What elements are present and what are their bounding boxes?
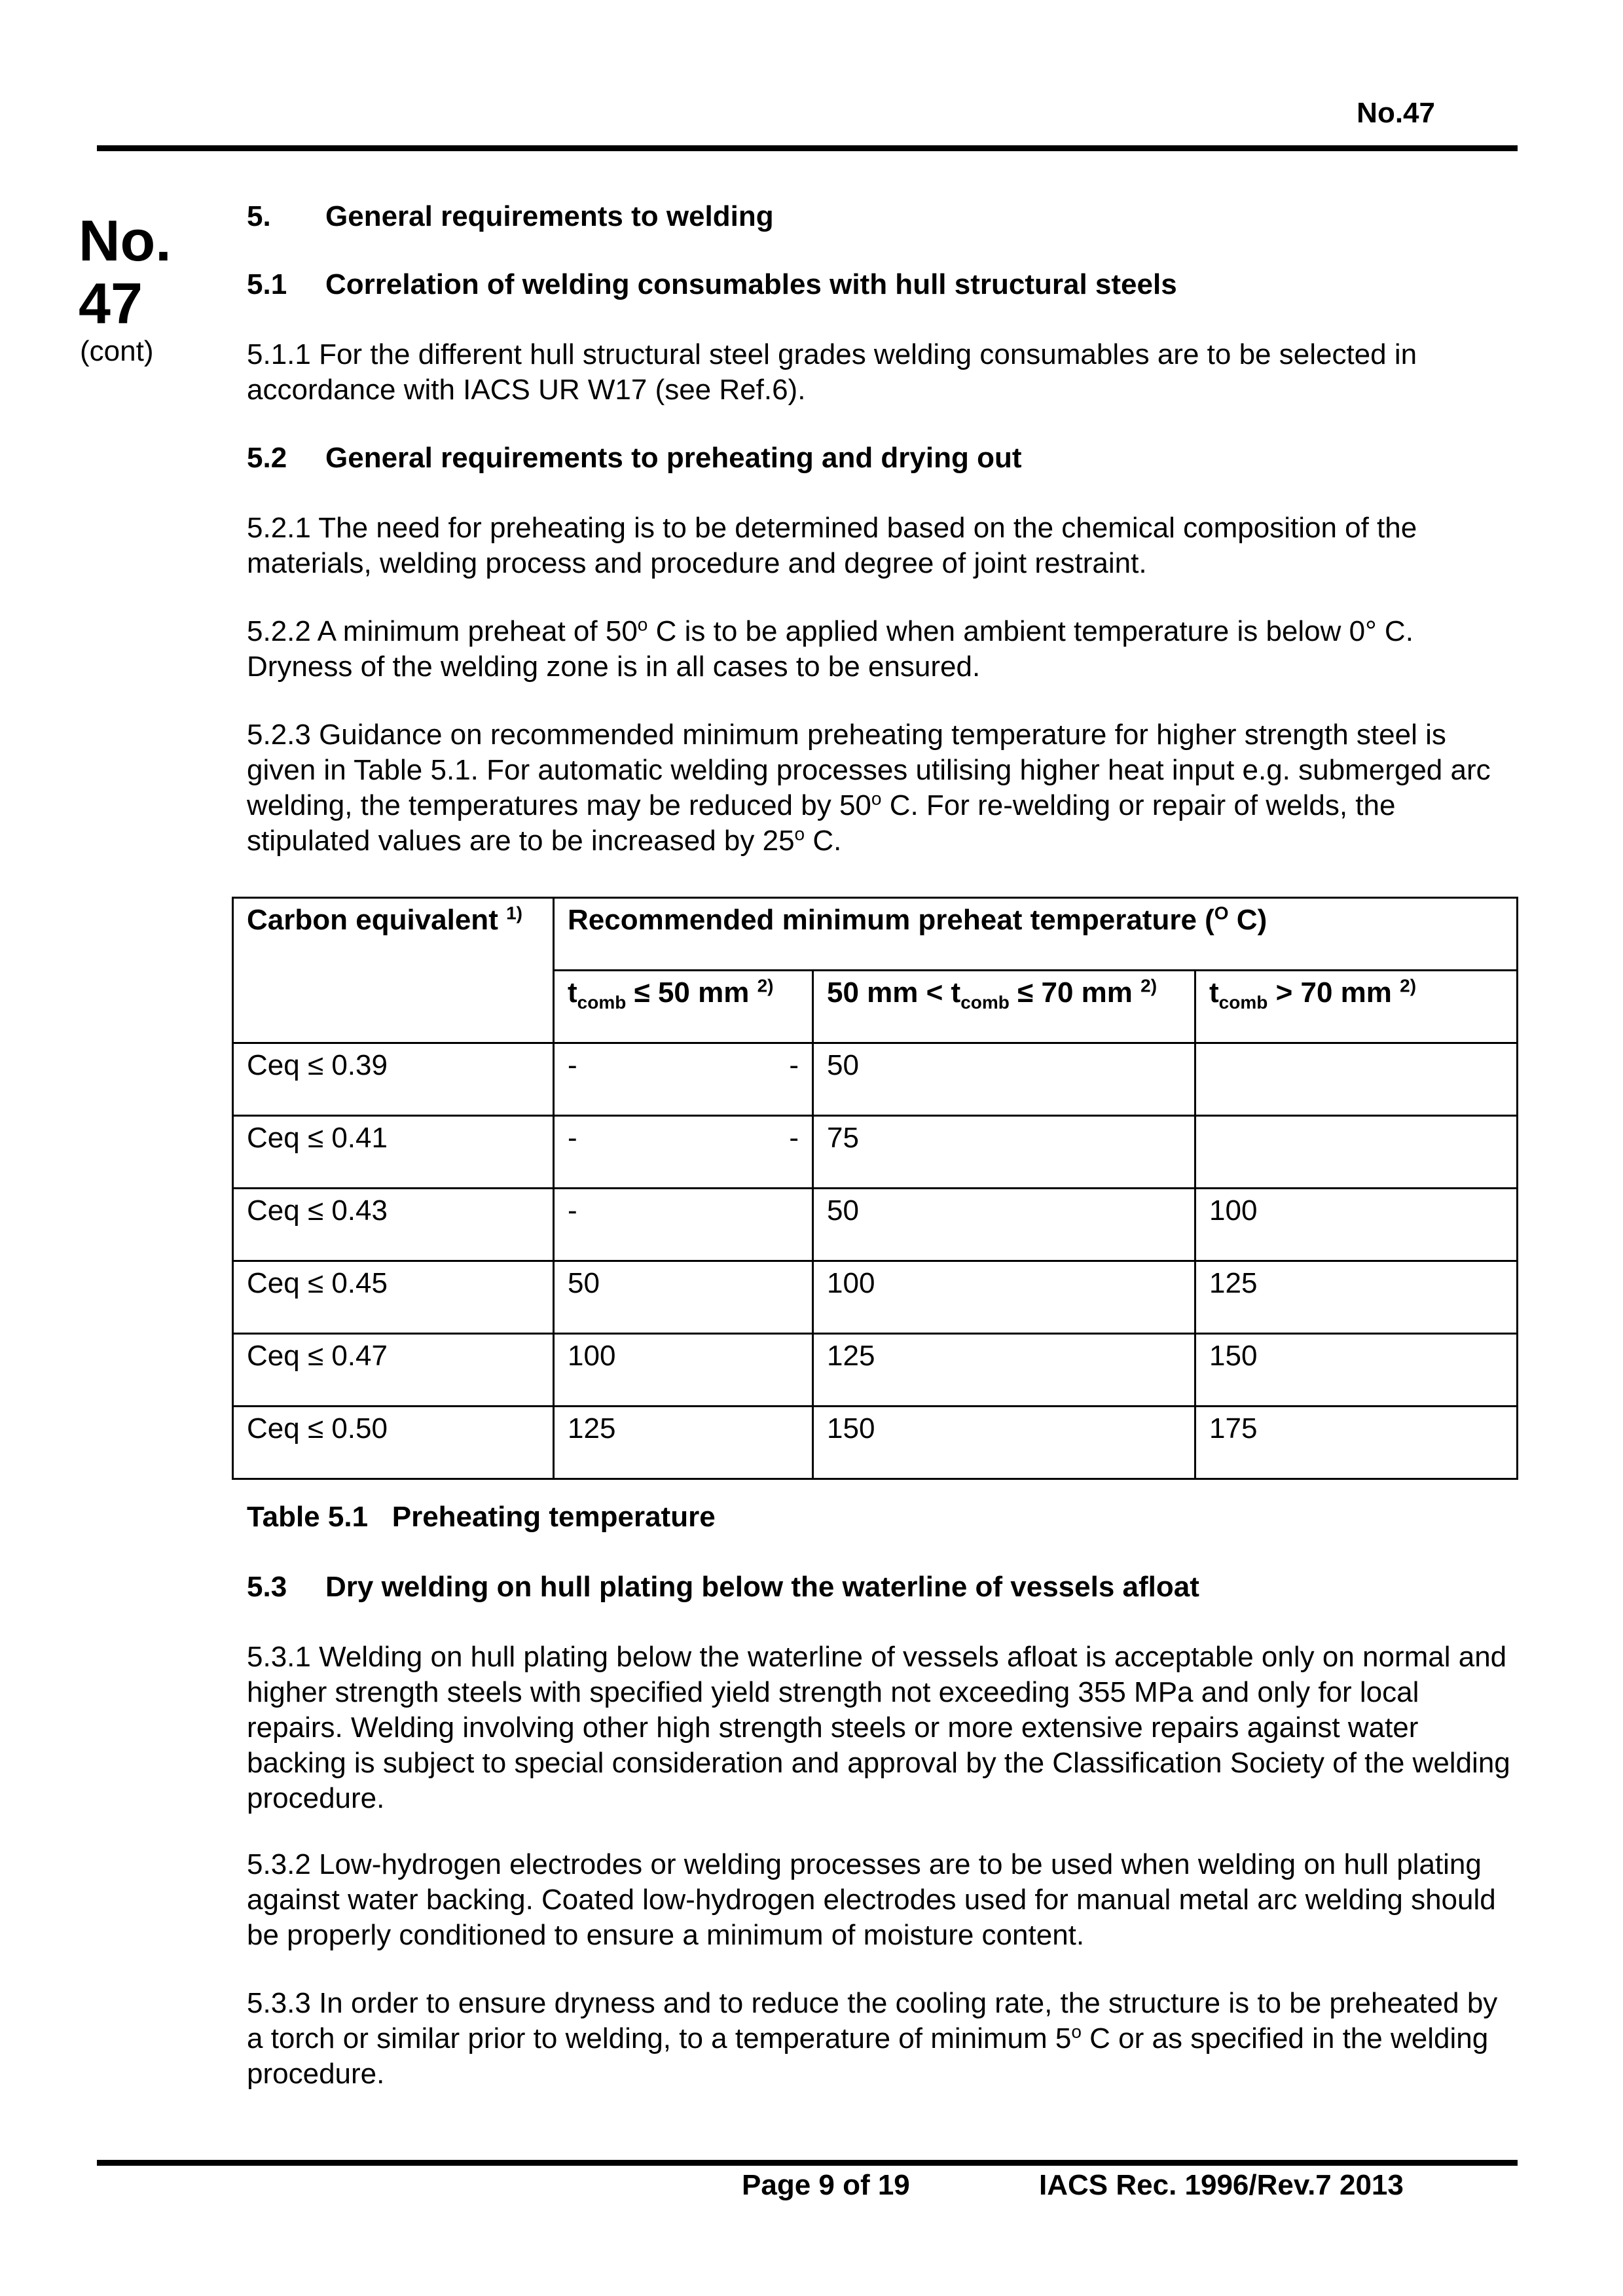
heading-title: General requirements to welding <box>325 200 774 232</box>
table-cell-ceq: Ceq ≤ 0.50 <box>233 1407 554 1479</box>
side-number: 47 <box>79 271 143 336</box>
table-cell-thin: 125 <box>554 1407 813 1479</box>
table-header-carbon-equivalent: Carbon equivalent $^{1)}$ <box>233 898 554 1043</box>
heading-section-5-2 <box>247 440 1517 476</box>
footer-document-ref: IACS Rec. 1996/Rev.7 2013 <box>1039 2169 1404 2201</box>
paragraph-5-3-2: 5.3.2 Low-hydrogen electrodes or welding processes are to be used when welding on hull plating against water backing. Coated low-hydrogen electrodes used for manual metal arc welding should be properly conditioned to ensure a minimum of moisture content. <box>247 1848 1496 1951</box>
header-rule <box>97 145 1518 151</box>
table-cell-medium: 125 <box>813 1334 1195 1407</box>
paragraph-5-2-3: 5.2.3 Guidance on recommended minimum preheating temperature for higher strength steel is given in Table 5.1. For automatic welding processes utilising higher heat input e.g. submerged arc welding, the temperatures may be reduced by 50$^o$ C. For re-welding or repair of welds, the stipulated values are to be increased by 25$^o$ C. <box>247 719 1491 857</box>
heading-title: Dry welding on hull plating below the waterline of vessels afloat <box>325 1571 1199 1603</box>
preheat-table <box>232 897 1518 1480</box>
side-no-label: No. <box>79 208 172 273</box>
table-cell-thin: - <box>554 1189 813 1261</box>
table-subheader-thick: $t_{comb} > 70$ mm $^{2)}$ <box>1195 971 1518 1043</box>
heading-section-5 <box>247 199 1517 234</box>
table-row <box>233 1189 1518 1261</box>
table-cell-thin: - - <box>554 1043 813 1116</box>
table-caption <box>247 1499 1517 1535</box>
table-subheader-medium: 50 mm < $t_{comb} \le 70$ mm $^{2)}$ <box>813 971 1195 1043</box>
table-row <box>233 1116 1518 1189</box>
heading-title: General requirements to preheating and drying out <box>325 442 1022 474</box>
table-cell-ceq: Ceq ≤ 0.45 <box>233 1261 554 1334</box>
table-cell-ceq: Ceq ≤ 0.39 <box>233 1043 554 1116</box>
table-cell-thick: 175 <box>1195 1407 1518 1479</box>
table-cell-ceq: Ceq ≤ 0.47 <box>233 1334 554 1407</box>
table-cell-medium: 50 <box>813 1043 1195 1116</box>
heading-section-5-3 <box>247 1570 1517 1605</box>
table-cell-thin: 100 <box>554 1334 813 1407</box>
table-cell-thick: 125 <box>1195 1261 1518 1334</box>
table-row <box>233 1043 1518 1116</box>
table-row <box>233 1407 1518 1479</box>
table-row <box>233 1261 1518 1334</box>
table-cell-medium: 50 <box>813 1189 1195 1261</box>
table-cell-thin: - - <box>554 1116 813 1189</box>
table-subheader-thin: $t_{comb} \le 50$ mm $^{2)}$ <box>554 971 813 1043</box>
table-cell-medium: 100 <box>813 1261 1195 1334</box>
footer-page-number: Page 9 of 19 <box>742 2169 910 2201</box>
heading-number: 5.3 <box>247 1571 287 1603</box>
heading-number: 5.2 <box>247 442 287 474</box>
table-cell-thin: 50 <box>554 1261 813 1334</box>
paragraph-5-1-1: 5.1.1 For the different hull structural steel grades welding consumables are to be selected in accordance with IACS UR W17 (see Ref.6). <box>247 338 1417 406</box>
table-cell-thick: 100 <box>1195 1189 1518 1261</box>
heading-title: Correlation of welding consumables with hull structural steels <box>325 268 1177 300</box>
table-cell-ceq: Ceq ≤ 0.41 <box>233 1116 554 1189</box>
table-header-preheat-temperature: Recommended minimum preheat temperature ($^O$ C) <box>554 898 1518 971</box>
table-row <box>233 1334 1518 1407</box>
caption-title: Preheating temperature <box>392 1501 716 1533</box>
table-cell-ceq: Ceq ≤ 0.43 <box>233 1189 554 1261</box>
table-cell-thick: 150 <box>1195 1334 1518 1407</box>
table-cell-thick <box>1195 1043 1518 1116</box>
side-cont-label: (cont) <box>80 335 154 367</box>
table-cell-thick <box>1195 1116 1518 1189</box>
caption-number: Table 5.1 <box>247 1501 369 1533</box>
table-cell-medium: 75 <box>813 1116 1195 1189</box>
paragraph-5-2-1: 5.2.1 The need for preheating is to be determined based on the chemical composition of the materials, welding process and procedure and degree of joint restraint. <box>247 512 1417 579</box>
heading-number: 5. <box>247 200 271 232</box>
footer-rule <box>97 2160 1518 2166</box>
table-cell-medium: 150 <box>813 1407 1195 1479</box>
heading-section-5-1 <box>247 267 1517 302</box>
paragraph-5-3-3: 5.3.3 In order to ensure dryness and to reduce the cooling rate, the structure is to be preheated by a torch or similar prior to welding, to a temperature of minimum 5$^o$ C or as specified in the welding procedure. <box>247 1987 1498 2090</box>
heading-number: 5.1 <box>247 268 287 300</box>
paragraph-5-2-2: 5.2.2 A minimum preheat of 50$^o$ C is to be applied when ambient temperature is below 0° C. Dryness of the welding zone is in all cases to be ensured. <box>247 614 1413 683</box>
paragraph-5-3-1: 5.3.1 Welding on hull plating below the waterline of vessels afloat is acceptable only on normal and higher strength steels with specified yield strength not exceeding 355 MPa and only for local repairs. Welding involving other high strength steels or more extensive repairs against water backing is subject to special consideration and approval by the Classification Society of the welding procedure. <box>247 1641 1510 1814</box>
header-doc-number: No.47 <box>1357 97 1435 129</box>
